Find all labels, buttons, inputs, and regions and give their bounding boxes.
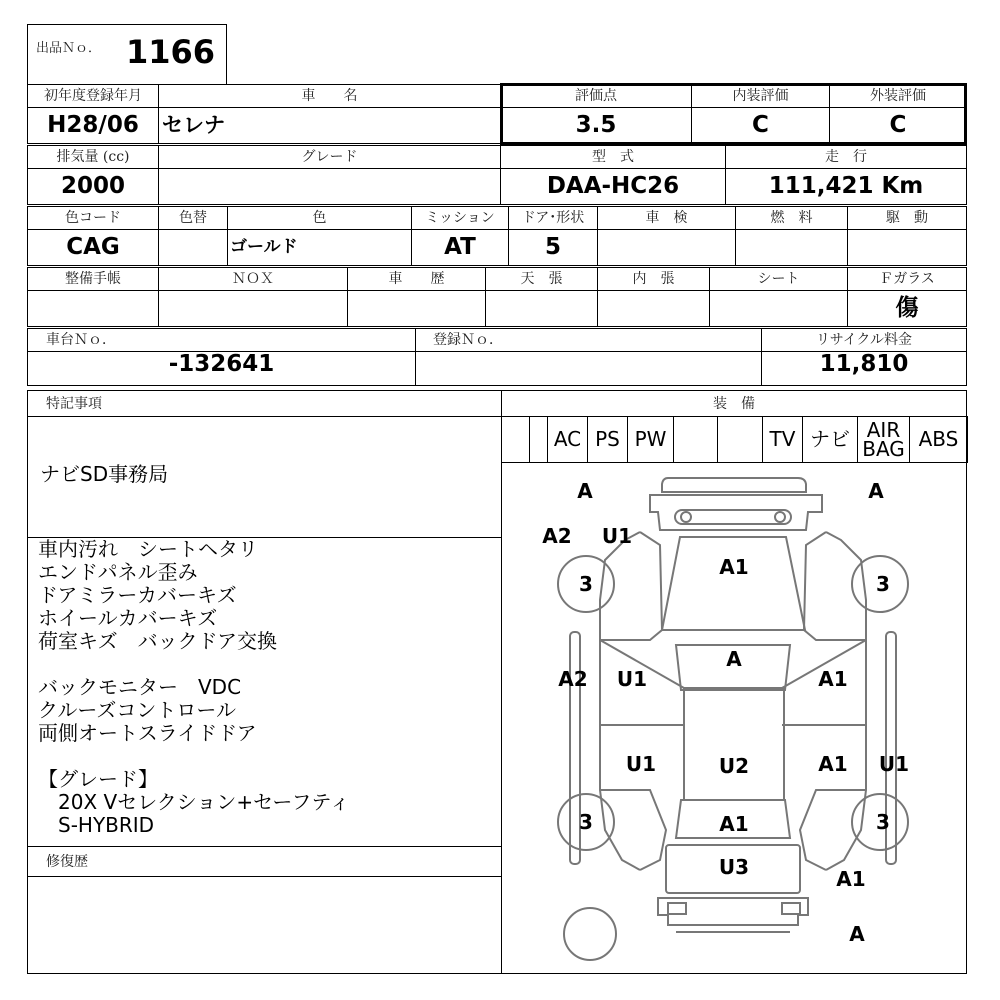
inspection-cell bbox=[597, 229, 736, 266]
equipment-item: PW bbox=[627, 416, 674, 463]
equipment-item bbox=[717, 416, 763, 463]
color-change-cell bbox=[158, 229, 228, 266]
seat-cell bbox=[709, 290, 848, 327]
seat-label: シート bbox=[757, 271, 800, 287]
roof-cell bbox=[485, 290, 598, 327]
damage-mark: 3 bbox=[579, 572, 593, 596]
repair-label-cell bbox=[27, 846, 502, 877]
color-label: 色 bbox=[312, 210, 327, 226]
door-value: 5 bbox=[544, 234, 561, 260]
regno-cell bbox=[415, 351, 762, 386]
chassis-value: -132641 bbox=[168, 351, 275, 377]
displacement-value: 2000 bbox=[60, 173, 125, 199]
damage-mark: 3 bbox=[579, 810, 593, 834]
score-label: 評価点 bbox=[575, 88, 617, 104]
damage-mark: U1 bbox=[878, 752, 910, 776]
remarks-body-text: 車内汚れ シートヘタリ エンドパネル歪み ドアミラーカバーキズ ホイールカバーキズ 荷室キズ バックドア交換 バックモニター VDC クルーズコントロール 両側オートスライドドア 【グレード】 20X Vセレクション+セーフティ S-HYBRID bbox=[38, 537, 350, 837]
record-cell bbox=[27, 290, 159, 327]
color-code-value: CAG bbox=[66, 234, 120, 260]
diagram-cell bbox=[501, 462, 967, 974]
drive-label: 駆 動 bbox=[886, 210, 928, 226]
damage-mark: A bbox=[849, 922, 865, 946]
car-name-label: 車 名 bbox=[301, 88, 358, 104]
lot-label: 出品Ｎｏ． bbox=[36, 41, 102, 56]
nox-label: ＮＯＸ bbox=[232, 271, 274, 287]
inspection-label: 車 検 bbox=[645, 210, 688, 226]
first-reg-label: 初年度登録年月 bbox=[44, 88, 142, 104]
displacement-label: 排気量 (cc) bbox=[56, 149, 130, 165]
grade-cell bbox=[158, 168, 501, 205]
damage-mark: A bbox=[868, 479, 884, 503]
model-value: DAA-HC26 bbox=[546, 173, 680, 199]
model-label: 型 式 bbox=[592, 149, 634, 165]
equipment-item: AC bbox=[547, 416, 588, 463]
mileage-label: 走 行 bbox=[825, 149, 867, 165]
repair-label: 修復歴 bbox=[46, 854, 88, 870]
history-cell bbox=[347, 290, 486, 327]
damage-mark: A2 bbox=[558, 667, 588, 691]
grade-label: グレード bbox=[301, 149, 358, 165]
record-label: 整備手帳 bbox=[65, 271, 121, 287]
first-reg-value: H28/06 bbox=[47, 112, 139, 138]
roof-label: 天 張 bbox=[520, 271, 563, 287]
color-code-label: 色コード bbox=[65, 210, 121, 226]
equipment-item: PS bbox=[587, 416, 628, 463]
damage-mark: A2 bbox=[542, 524, 572, 548]
remarks-top-text: ナビSD事務局 bbox=[40, 462, 169, 486]
inner-cell bbox=[597, 290, 710, 327]
damage-mark: A bbox=[726, 647, 742, 671]
equipment-item: AIR BAG bbox=[857, 416, 910, 463]
damage-mark: 3 bbox=[876, 572, 890, 596]
damage-mark: A1 bbox=[719, 812, 749, 836]
fuel-label: 燃 料 bbox=[770, 210, 813, 226]
recycle-label: リサイクル料金 bbox=[815, 332, 913, 348]
chassis-label: 車台Ｎｏ． bbox=[46, 332, 116, 348]
damage-mark: A1 bbox=[818, 667, 848, 691]
nox-cell bbox=[158, 290, 348, 327]
equipment-item bbox=[529, 416, 548, 463]
color-change-label: 色替 bbox=[179, 210, 207, 226]
exterior-label: 外装評価 bbox=[870, 88, 926, 104]
equipment-item bbox=[673, 416, 718, 463]
damage-mark: A1 bbox=[818, 752, 848, 776]
damage-mark: U1 bbox=[601, 524, 633, 548]
car-name-value: セレナ bbox=[162, 113, 225, 137]
glass-value: 傷 bbox=[895, 295, 919, 321]
remarks-label: 特記事項 bbox=[46, 396, 102, 412]
mission-value: AT bbox=[444, 234, 476, 260]
damage-mark: U2 bbox=[718, 754, 750, 778]
equipment-label: 装 備 bbox=[713, 396, 755, 412]
mission-label: ミッション bbox=[425, 210, 495, 226]
damage-mark: U1 bbox=[616, 667, 648, 691]
damage-mark: A1 bbox=[836, 867, 866, 891]
equipment-item: TV bbox=[762, 416, 803, 463]
fuel-cell bbox=[735, 229, 848, 266]
drive-cell bbox=[847, 229, 967, 266]
damage-mark: U1 bbox=[625, 752, 657, 776]
recycle-value: 11,810 bbox=[819, 351, 909, 377]
lot-number: 1166 bbox=[126, 33, 216, 71]
damage-mark: A bbox=[577, 479, 593, 503]
equipment-item: ナビ bbox=[802, 416, 858, 463]
interior-value: C bbox=[752, 112, 769, 138]
equipment-item: ABS bbox=[909, 416, 968, 463]
exterior-value: C bbox=[889, 112, 907, 138]
interior-label: 内装評価 bbox=[732, 88, 789, 104]
inner-label: 内 張 bbox=[632, 271, 675, 287]
glass-label: Ｆガラス bbox=[879, 271, 935, 287]
mileage-value: 111,421 Km bbox=[768, 173, 924, 199]
damage-mark: 3 bbox=[876, 810, 890, 834]
color-value: ゴールド bbox=[230, 237, 298, 257]
score-value: 3.5 bbox=[575, 112, 617, 138]
door-label: ドア･形状 bbox=[521, 210, 585, 226]
history-label: 車 歴 bbox=[388, 271, 445, 287]
damage-mark: U3 bbox=[718, 855, 750, 879]
damage-mark: A1 bbox=[719, 555, 749, 579]
repair-cell bbox=[27, 876, 502, 974]
regno-label: 登録Ｎｏ． bbox=[433, 332, 503, 348]
